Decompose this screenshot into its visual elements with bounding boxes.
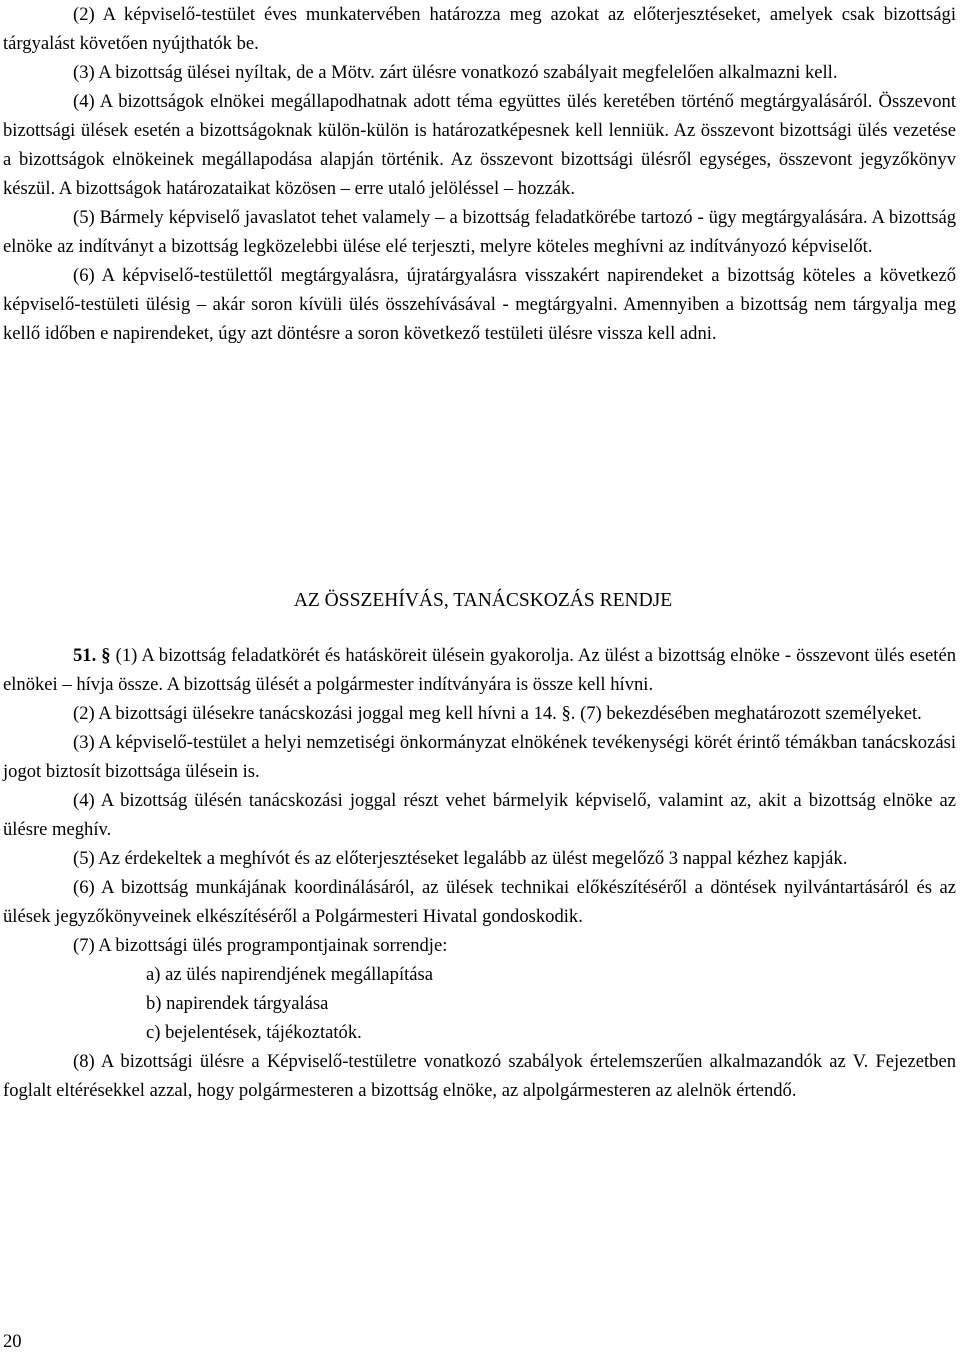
paragraph-4: (4) A bizottságok elnökei megállapodhatnak adott téma együttes ülés keretében történő megtárgyalásáról. Összevont bizottsági ülések esetén a bizottságoknak külön-külön is határozatképesnek kell lenniük. Az összevont bizottsági ülés vezetése a bizottságok elnökeinek megállapodása alapján történik. Az összevont bizottsági ülésről egységes, összevont jegyzőkönyv készül. A bizottságok határozataikat közösen – erre utaló jelöléssel – hozzák. <box>3 91 956 199</box>
section-51-paragraph-4: (4) A bizottság ülésén tanácskozási joggal részt vehet bármelyik képviselő, valamint az, akit a bizottság elnöke az ülésre meghív. <box>3 790 956 840</box>
section-51-paragraph-1 <box>3 641 956 699</box>
section-51-paragraph-6: (6) A bizottság munkájának koordinálásáról, az ülések technikai előkészítéséről a döntések nyilvántartásáról és az ülések jegyzőkönyveinek elkészítéséről a Polgármesteri Hivatal gondoskodik. <box>3 877 956 927</box>
section-51-p1-text: (1) A bizottság feladatkörét és hatásköreit ülésein gyakorolja. Az ülést a bizottság elnöke - összevont ülés esetén elnökei – hívja össze. A bizottság ülését a polgármester indítványára is össze kell hívni. <box>3 645 956 695</box>
section-number: 51. § <box>73 645 111 666</box>
page-number: 20 <box>3 1331 22 1352</box>
paragraph-5: (5) Bármely képviselő javaslatot tehet valamely – a bizottság feladatkörébe tartozó - ügy megtárgyalására. A bizottság elnöke az indítványt a bizottság legközelebbi ülése elé terjeszti, melyre köteles meghívni az indítványozó képviselőt. <box>3 207 956 257</box>
paragraph-2: (2) A képviselő-testület éves munkatervében határozza meg azokat az előterjesztéseket, amelyek csak bizottsági tárgyalást követően nyújthatók be. <box>3 4 956 54</box>
section-51-paragraph-5: (5) Az érdekeltek a meghívót és az előterjesztéseket legalább az ülést megelőző 3 nappal kézhez kapják. <box>73 848 848 869</box>
section-51-paragraph-7: (7) A bizottsági ülés programpontjainak sorrendje: <box>73 935 448 956</box>
section-51-paragraph-2: (2) A bizottsági ülésekre tanácskozási joggal meg kell hívni a 14. §. (7) bekezdésében meghatározott személyeket. <box>73 703 922 724</box>
section-50-continued <box>3 0 956 348</box>
section-51-paragraph-3: (3) A képviselő-testület a helyi nemzetiségi önkormányzat elnökének tevékenységi körét érintő témákban tanácskozási jogot biztosít bizottsága ülésein is. <box>3 732 956 782</box>
list-item: b) napirendek tárgyalása <box>146 993 329 1014</box>
paragraph-3: (3) A bizottság ülései nyíltak, de a Mötv. zárt ülésre vonatkozó szabályait megfelelően alkalmazni kell. <box>73 62 838 83</box>
list-item: a) az ülés napirendjének megállapítása <box>146 964 434 985</box>
paragraph-6: (6) A képviselő-testülettől megtárgyalásra, újratárgyalásra visszakért napirendeket a bizottság köteles a következő képviselő-testületi ülésig – akár soron kívüli ülés összehívásával - megtárgyalni. Amennyiben a bizottság nem tárgyalja meg kellő időben e napirendeket, úgy azt döntésre a soron következő testületi ülésre vissza kell adni. <box>3 265 956 344</box>
list-item: c) bejelentések, tájékoztatók. <box>146 1022 362 1043</box>
chapter-heading: AZ ÖSSZEHÍVÁS, TANÁCSKOZÁS RENDJE <box>293 590 673 611</box>
section-51-paragraph-8: (8) A bizottsági ülésre a Képviselő-testületre vonatkozó szabályok értelemszerűen alkalmazandók az V. Fejezetben foglalt eltérésekkel azzal, hogy polgármesteren a bizottság elnöke, az alpolgármesteren az alelnök értendő. <box>3 1051 956 1101</box>
section-51 <box>3 641 956 1105</box>
